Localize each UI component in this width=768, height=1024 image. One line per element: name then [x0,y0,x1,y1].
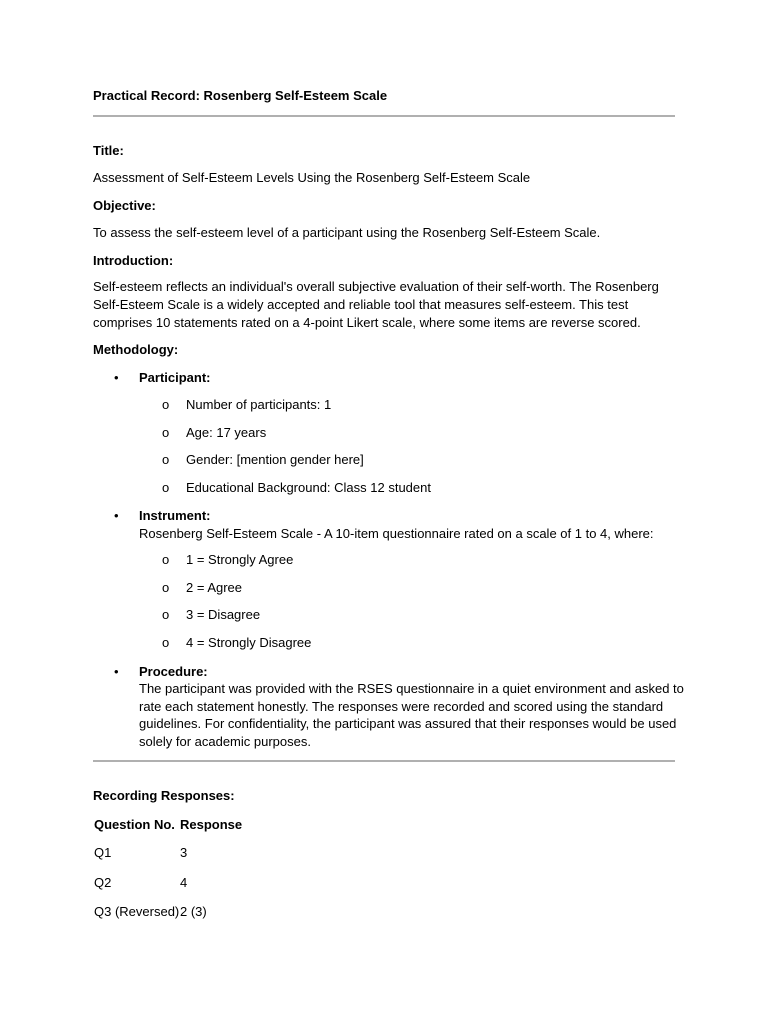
introduction-heading: Introduction: [93,253,174,268]
scale-item: 1 = Strongly Agree [186,552,294,567]
sub-bullet: o [162,425,170,440]
sub-bullet: o [162,580,170,595]
table-cell-response: 3 [180,845,188,860]
document-title: Practical Record: Rosenberg Self-Esteem Scale [93,88,388,103]
scale-item: 4 = Strongly Disagree [186,635,312,650]
procedure-label: Procedure: [139,664,208,679]
sub-bullet: o [162,607,170,622]
bullet-procedure: • [114,664,119,679]
column-header-response: Response [180,817,243,832]
bullet-instrument: • [114,508,119,523]
table-cell-question: Q1 [94,845,112,860]
scale-item: 2 = Agree [186,580,243,595]
table-cell-question: Q2 [94,875,112,890]
procedure-text: The participant was provided with the RSES questionnaire in a quiet environment and asked to rate each statement honestly. The responses were recorded and scored using the standard guidelines. For confidentiality, the participant was assured that their responses would be used solely for academic purposes. [139,681,684,750]
participant-item: Gender: [mention gender here] [186,452,364,467]
introduction-text: Self-esteem reflects an individual's overall subjective evaluation of their self-worth. The Rosenberg Self-Esteem Scale is a widely accepted and reliable tool that measures self-esteem. This test comprises 10 statements rated on a 4-point Likert scale, where some items are reverse scored. [93,279,659,330]
objective-text: To assess the self-esteem level of a participant using the Rosenberg Self-Esteem Scale. [93,225,601,240]
divider-bottom [93,760,675,762]
table-cell-response: 2 (3) [180,904,207,919]
methodology-heading: Methodology: [93,342,179,357]
table-cell-question: Q3 (Reversed) [94,904,180,919]
participant-item: Number of participants: 1 [186,397,332,412]
participant-item: Educational Background: Class 12 student [186,480,431,495]
sub-bullet: o [162,452,170,467]
title-heading: Title: [93,143,124,158]
sub-bullet: o [162,480,170,495]
responses-heading: Recording Responses: [93,788,235,803]
title-text: Assessment of Self-Esteem Levels Using the Rosenberg Self-Esteem Scale [93,170,531,185]
participant-item: Age: 17 years [186,425,267,440]
sub-bullet: o [162,635,170,650]
bullet-participant: • [114,370,119,385]
instrument-text: Rosenberg Self-Esteem Scale - A 10-item questionnaire rated on a scale of 1 to 4, where: [139,526,654,541]
participant-label: Participant: [139,370,211,385]
sub-bullet: o [162,397,170,412]
divider-top [93,115,675,117]
scale-item: 3 = Disagree [186,607,261,622]
column-header-question: Question No. [94,817,175,832]
table-cell-response: 4 [180,875,188,890]
instrument-label: Instrument: [139,508,211,523]
sub-bullet: o [162,552,170,567]
objective-heading: Objective: [93,198,156,213]
